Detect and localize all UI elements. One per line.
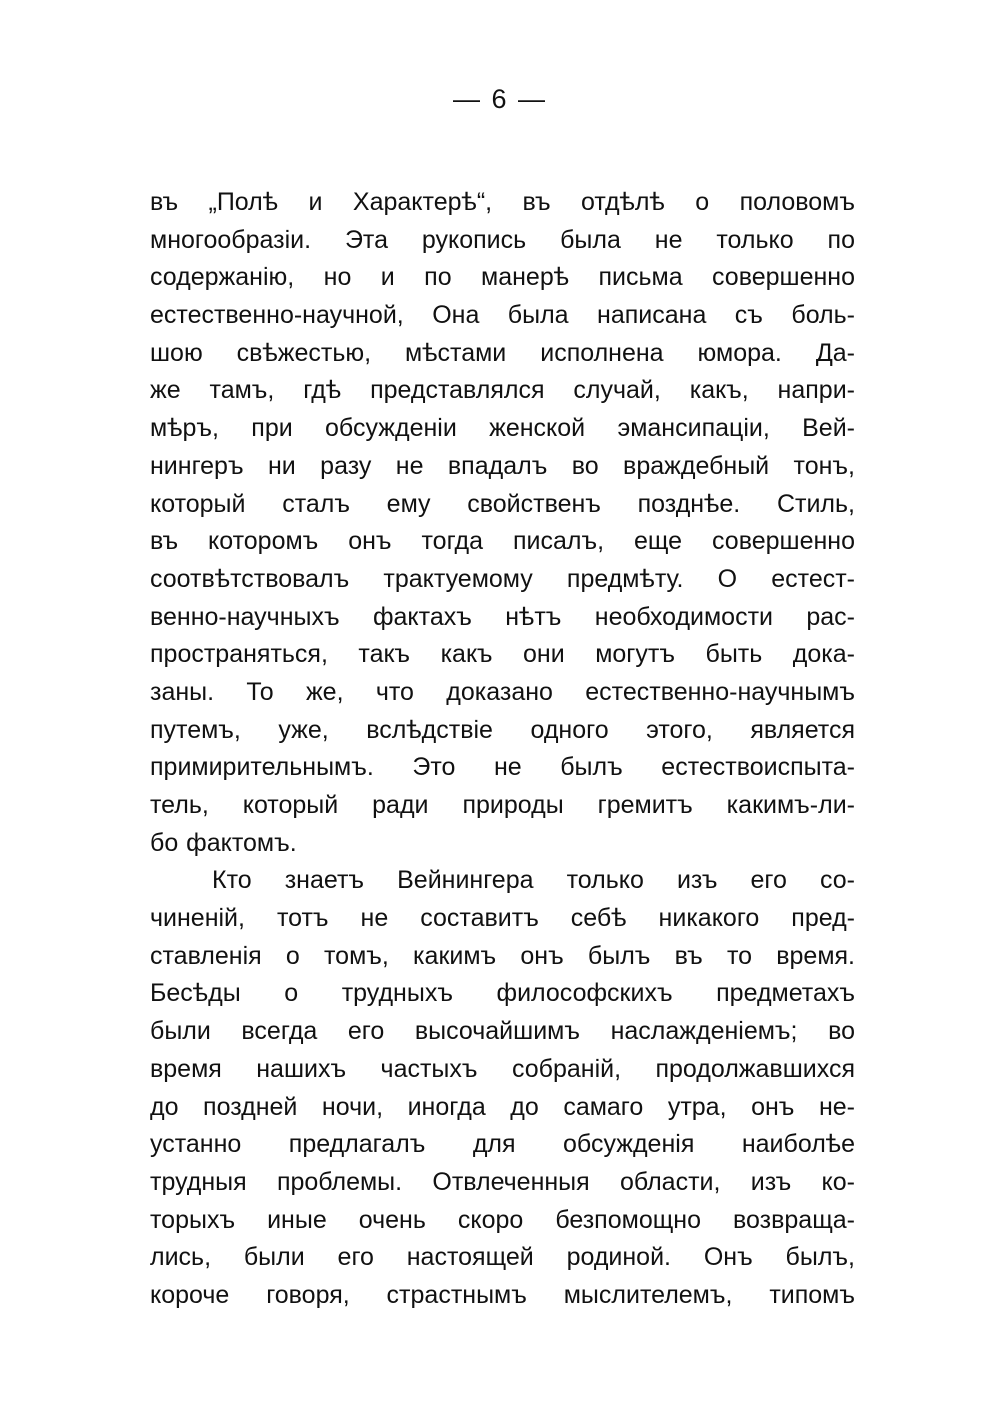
text-line: до поздней ночи, иногда до самаго утра, онъ не- (150, 1092, 855, 1121)
paragraph-1 (150, 184, 855, 862)
text-line: Бесѣды о трудныхъ философскихъ предметахъ (150, 979, 855, 1008)
text-line: венно-научныхъ фактахъ нѣтъ необходимости рас- (150, 602, 855, 631)
text-line: многообразіи. Эта рукопись была не только по (150, 225, 855, 254)
text-line: время нашихъ частыхъ собраній, продолжавшихся (150, 1054, 855, 1083)
text-line: бо фактомъ. (150, 828, 297, 857)
text-line: пространяться, такъ какъ они могутъ быть дока- (150, 640, 855, 669)
text-line: лись, были его настоящей родиной. Онъ былъ, (150, 1243, 855, 1272)
body-text (150, 184, 855, 1315)
text-line: содержанію, но и по манерѣ письма совершенно (150, 263, 855, 292)
text-line: мѣръ, при обсужденіи женской эмансипаціи, Вей- (150, 414, 855, 443)
text-line: который сталъ ему свойственъ позднѣе. Стиль, (150, 489, 855, 518)
text-line: путемъ, уже, вслѣдствіе одного этого, является (150, 715, 855, 744)
text-line: короче говоря, страстнымъ мыслителемъ, типомъ (150, 1280, 855, 1309)
text-line: трудныя проблемы. Отвлеченныя области, изъ ко- (150, 1167, 855, 1196)
text-line: тель, который ради природы гремитъ какимъ-ли- (150, 791, 855, 819)
text-line: въ „Полѣ и Характерѣ“, въ отдѣлѣ о половомъ (150, 188, 855, 216)
text-line: торыхъ иные очень скоро безпомощно возвраща- (150, 1205, 855, 1234)
text-line: ставленія о томъ, какимъ онъ былъ въ то время. (150, 941, 855, 970)
page-number: — 6 — (452, 84, 548, 114)
text-line: въ которомъ онъ тогда писалъ, еще совершенно (150, 527, 855, 556)
text-line: же тамъ, гдѣ представлялся случай, какъ, напри- (150, 376, 855, 405)
text-line: устанно предлагалъ для обсужденія наиболѣе (150, 1130, 855, 1159)
text-line: соотвѣтствовалъ трактуемому предмѣту. О естест- (150, 564, 855, 593)
text-line: чиненій, тотъ не составитъ себѣ никакого пред- (150, 904, 855, 933)
text-line: Кто знаетъ Вейнингера только изъ его со- (212, 866, 855, 895)
text-line: заны. То же, что доказано естественно-научнымъ (150, 677, 855, 706)
text-line: нингеръ ни разу не впадалъ во враждебный тонъ, (150, 451, 855, 480)
text-line: примирительнымъ. Это не былъ естествоиспыта- (150, 753, 855, 782)
text-line: естественно-научной, Она была написана съ боль- (150, 301, 855, 330)
paragraph-2 (150, 862, 855, 1314)
text-line: шою свѣжестью, мѣстами исполнена юмора. Да- (150, 338, 855, 367)
text-line: были всегда его высочайшимъ наслажденіемъ; во (150, 1017, 855, 1046)
